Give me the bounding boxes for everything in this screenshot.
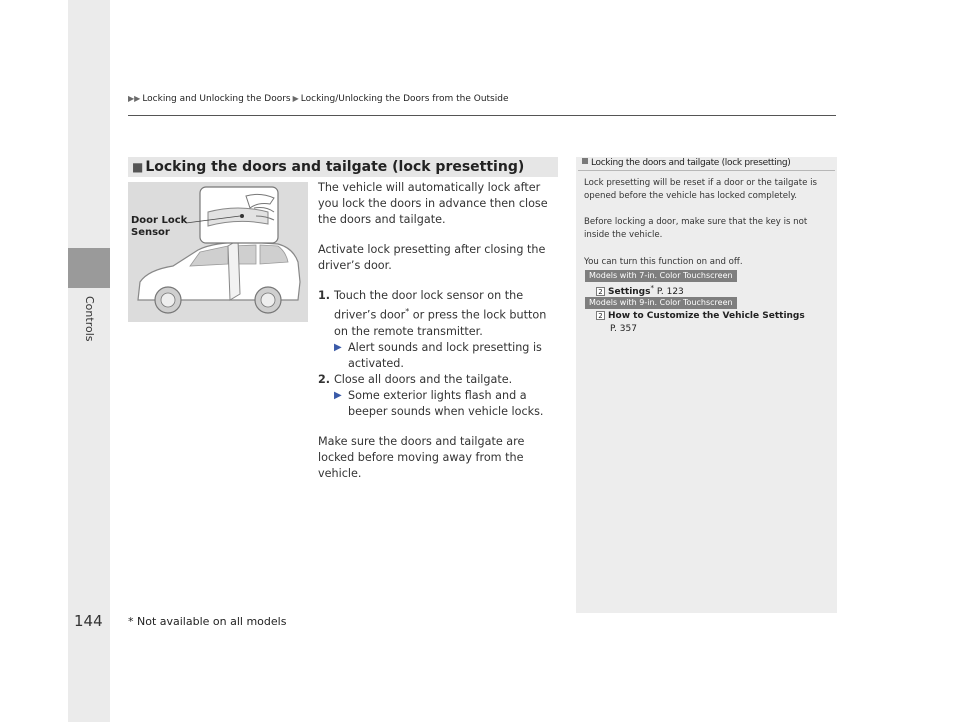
model-badge-7in: Models with 7-in. Color Touchscreen bbox=[585, 270, 737, 282]
section-title: Locking the doors and tailgate (lock presetting) bbox=[145, 159, 525, 175]
breadcrumb bbox=[128, 94, 509, 104]
step-2 bbox=[318, 372, 563, 388]
header-rule bbox=[128, 115, 836, 116]
breadcrumb-item-1[interactable]: Locking and Unlocking the Doors bbox=[142, 94, 291, 104]
sidenote-marker-icon bbox=[582, 158, 588, 164]
footnote: * Not available on all models bbox=[128, 615, 287, 628]
figure-label-line1: Door Lock bbox=[131, 215, 188, 226]
door-lock-figure bbox=[128, 182, 308, 322]
step-1-text-a: Touch the door lock sensor on the driver’s door bbox=[334, 289, 524, 322]
breadcrumb-separator-icon: ▶ bbox=[292, 94, 299, 103]
step-1-number: 1. bbox=[318, 289, 331, 302]
settings-reference[interactable] bbox=[596, 284, 684, 297]
step-1 bbox=[318, 288, 563, 340]
step-1-result-text: Alert sounds and lock presetting is activated. bbox=[348, 340, 542, 370]
result-arrow-icon: ▶ bbox=[334, 389, 342, 401]
step-2-text: Close all doors and the tailgate. bbox=[334, 372, 513, 386]
section-header bbox=[128, 157, 558, 177]
step-1-result bbox=[318, 340, 563, 372]
figure-label-line2: Sensor bbox=[131, 227, 170, 238]
section-square-icon: ■ bbox=[132, 160, 144, 174]
reference-icon: 2 bbox=[596, 311, 605, 320]
paragraph-1: The vehicle will automatically lock after you lock the doors in advance then close the doors and tailgate. bbox=[318, 181, 548, 226]
step-1-text-b: or press the lock button on the remote transmitter. bbox=[334, 308, 547, 338]
sidenote-title-text: Locking the doors and tailgate (lock presetting) bbox=[591, 158, 791, 168]
settings-reference-label[interactable]: Settings bbox=[608, 287, 651, 297]
car-illustration bbox=[128, 182, 308, 322]
breadcrumb-arrow-icon: ▶▶ bbox=[128, 94, 141, 103]
sidenote-paragraph-3: You can turn this function on and off. bbox=[584, 257, 743, 267]
settings-reference-page[interactable]: P. 123 bbox=[653, 287, 684, 297]
customize-reference-label[interactable]: How to Customize the Vehicle Settings bbox=[608, 311, 805, 321]
customize-reference-page[interactable]: P. 357 bbox=[610, 324, 637, 334]
paragraph-3: Make sure the doors and tailgate are locked before moving away from the vehicle. bbox=[318, 434, 525, 480]
sidenote-paragraph-1: Lock presetting will be reset if a door or the tailgate is opened before the vehicle has locked completely. bbox=[584, 178, 817, 201]
sidenote-divider bbox=[578, 170, 835, 171]
model-badge-9in: Models with 9-in. Color Touchscreen bbox=[585, 297, 737, 309]
body-text bbox=[318, 180, 563, 482]
result-arrow-icon: ▶ bbox=[334, 341, 342, 353]
paragraph-2: Activate lock presetting after closing the driver’s door. bbox=[318, 243, 546, 272]
step-2-result bbox=[318, 388, 563, 420]
sidebar-marker bbox=[68, 248, 110, 288]
step-2-number: 2. bbox=[318, 372, 331, 386]
reference-icon: 2 bbox=[596, 287, 605, 296]
breadcrumb-item-2[interactable]: Locking/Unlocking the Doors from the Outside bbox=[300, 94, 509, 104]
sidenote-paragraph-2: Before locking a door, make sure that the key is not inside the vehicle. bbox=[584, 217, 808, 240]
sidebar-label: Controls bbox=[83, 296, 96, 342]
footnote-star: * bbox=[405, 307, 410, 316]
figure-label bbox=[131, 215, 187, 239]
step-2-result-text: Some exterior lights flash and a beeper sounds when vehicle locks. bbox=[348, 388, 544, 418]
page-number: 144 bbox=[74, 612, 103, 630]
sidenote-title bbox=[582, 158, 791, 168]
customize-reference[interactable] bbox=[596, 311, 805, 321]
settings-reference-star: * bbox=[650, 284, 654, 292]
